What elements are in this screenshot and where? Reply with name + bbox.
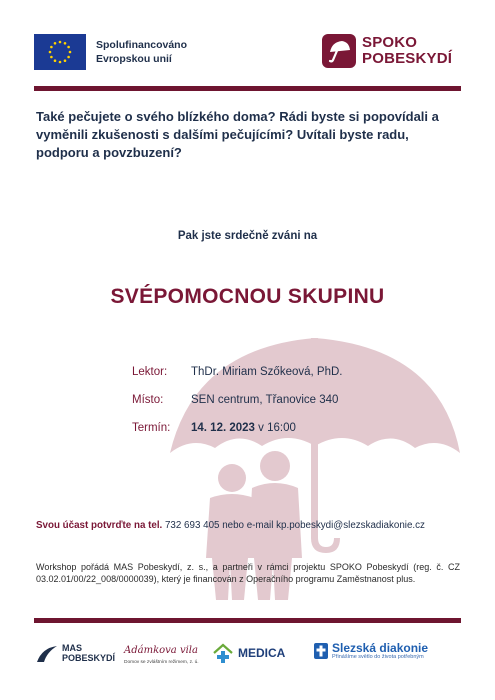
- diakonie-cross-icon: [314, 643, 328, 659]
- umbrella-logo-icon: [322, 34, 356, 68]
- medica-logo: [212, 642, 285, 664]
- eu-cofinancing-logo: [34, 34, 187, 70]
- spoko-pobeskydi-logo: [322, 34, 452, 68]
- eu-line-1: Spolufinancováno: [96, 38, 188, 51]
- headline: SVÉPOMOCNOU SKUPINU: [110, 285, 385, 308]
- workshop-paragraph: Workshop pořádá MAS Pobeskydí, z. s., a partneři v rámci projektu SPOKO Pobeskydí (reg. č. CZ 03.02.01/00/22_008/0000039), který je financován z Operačního programu Zaměstnanost plus.: [36, 562, 460, 585]
- termin-time: v 16:00: [254, 422, 296, 434]
- partner-logos: [36, 638, 464, 674]
- confirm-mid: nebo e-mail: [222, 520, 277, 531]
- eu-cofinancing-text: [96, 38, 187, 66]
- bottom-divider: [34, 618, 461, 623]
- detail-row-misto: [132, 386, 342, 414]
- adamkova-text: Adámkova vila: [124, 645, 198, 656]
- detail-row-lektor: [132, 358, 342, 386]
- confirm-line: [36, 520, 425, 531]
- termin-value: [191, 422, 296, 434]
- slezska-text: Slezská diakonie: [332, 641, 429, 655]
- mas-pobeskydi-logo: [36, 644, 115, 664]
- lektor-label: Lektor:: [132, 366, 168, 378]
- brand-line-2: POBESKYDÍ: [362, 50, 453, 67]
- confirm-lead: Svou účast potvrďte na tel.: [36, 520, 163, 531]
- eu-line-2: Evropskou unií: [96, 53, 172, 65]
- invite-line: Pak jste srdečně zváni na: [177, 230, 318, 242]
- misto-value: SEN centrum, Třanovice 340: [191, 394, 339, 406]
- mas-line-1: MAS: [62, 643, 82, 654]
- detail-row-termin: [132, 414, 342, 442]
- spoko-brand-text: [362, 35, 452, 67]
- termin-date: 14. 12. 2023: [191, 422, 255, 434]
- mas-swoosh-icon: [36, 644, 58, 664]
- mas-line-2: POBESKYDÍ: [62, 653, 116, 663]
- event-details: [132, 358, 342, 442]
- confirm-phone[interactable]: 732 693 405: [162, 520, 223, 531]
- eu-flag-icon: [34, 34, 86, 70]
- top-divider: [34, 86, 461, 91]
- brand-line-1: SPOKO: [362, 34, 418, 52]
- intro-paragraph: Také pečujete o svého blízkého doma? Rádi byste si popovídali a vyměnili zkušenosti s dalšími pečujícími? Uvítali byste radu, podporu a povzbuzení?: [36, 109, 439, 161]
- medica-house-cross-icon: [212, 642, 234, 664]
- termin-label: Termín:: [132, 422, 171, 434]
- slezska-subtitle: Přinášíme světlo do života potřebným: [332, 654, 424, 660]
- adamkova-subtitle: Domov se zvláštním režimem, z. ú.: [124, 660, 199, 665]
- adamkova-vila-logo: [124, 640, 199, 665]
- lektor-value: ThDr. Miriam Szőkeová, PhD.: [191, 366, 343, 378]
- misto-label: Místo:: [132, 394, 164, 406]
- medica-text: MEDICA: [238, 646, 286, 660]
- slezska-diakonie-logo: [314, 642, 428, 661]
- confirm-email-link[interactable]: kp.pobeskydi@slezskadiakonie.cz: [276, 520, 425, 531]
